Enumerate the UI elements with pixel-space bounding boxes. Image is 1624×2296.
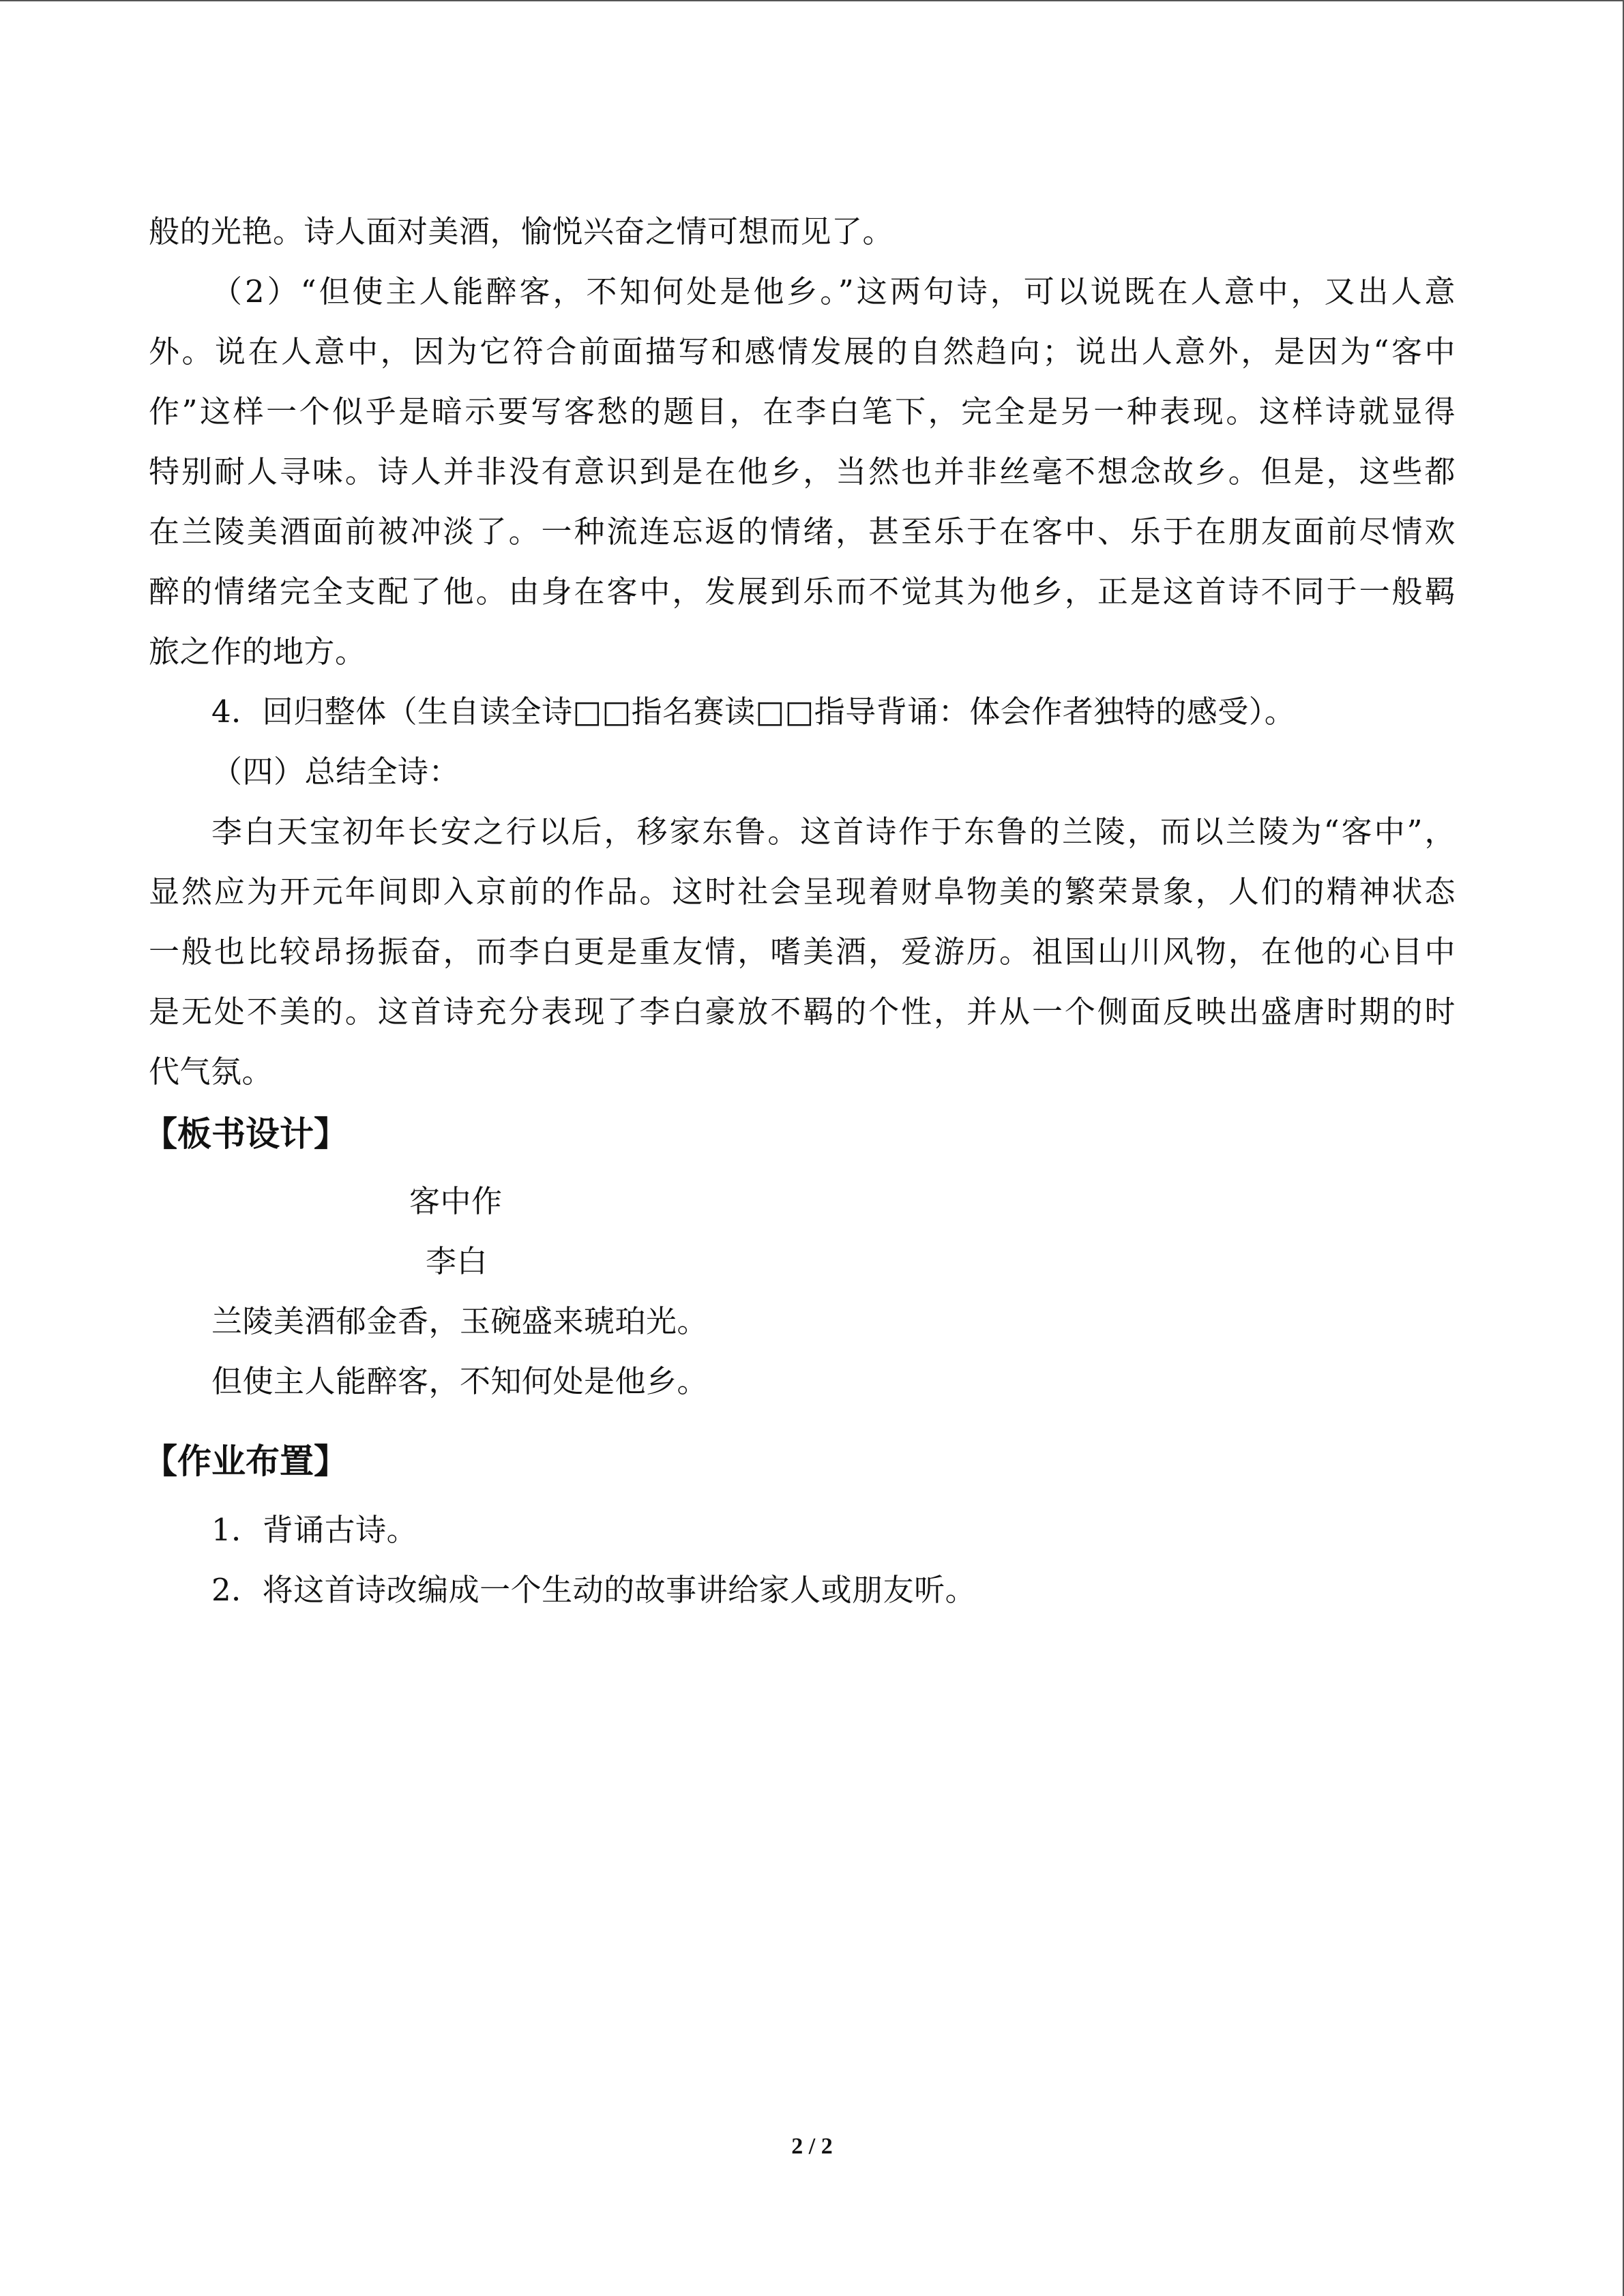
homework-item: 1．背诵古诗。: [211, 1512, 418, 1548]
homework-heading: 【作业布置】: [143, 1442, 348, 1481]
paragraph-line: 显然应为开元年间即入京前的作品。这时社会呈现着财阜物美的繁荣景象，人们的精神状态: [149, 874, 1456, 910]
paragraph-line: 旅之作的地方。: [149, 633, 366, 670]
poem-title: 客中作: [409, 1183, 503, 1219]
paragraph-line: 是无处不美的。这首诗充分表现了李白豪放不羁的个性，并从一个侧面反映出盛唐时期的时: [149, 994, 1456, 1030]
paragraph-line: 醉的情绪完全支配了他。由身在客中，发展到乐而不觉其为他乡，正是这首诗不同于一般羁: [149, 573, 1456, 610]
poem-author: 李白: [426, 1243, 488, 1279]
paragraph-line: （2）“但使主人能醉客，不知何处是他乡。”这两句诗，可以说既在人意中，又出人意: [211, 273, 1456, 310]
poem-verse: 兰陵美酒郁金香，玉碗盛来琥珀光。: [211, 1303, 709, 1339]
paragraph-line: 般的光艳。诗人面对美酒，愉悦兴奋之情可想而见了。: [149, 213, 894, 250]
paragraph-line: 代气氛。: [149, 1054, 274, 1090]
homework-item: 2．将这首诗改编成一个生动的故事讲给家人或朋友听。: [211, 1572, 977, 1608]
board-design-heading: 【板书设计】: [143, 1114, 348, 1154]
poem-verse: 但使主人能醉客，不知何处是他乡。: [211, 1363, 709, 1399]
paragraph-line: 一般也比较昂扬振奋，而李白更是重友情，嗜美酒，爱游历。祖国山川风物，在他的心目中: [149, 934, 1456, 970]
page-number: 2 / 2: [791, 2134, 833, 2159]
section-subheading: （四）总结全诗：: [211, 754, 460, 790]
paragraph-line: 4．回归整体（生自读全诗□□指名赛读□□指导背诵：体会作者独特的感受）。: [211, 694, 1296, 730]
paragraph-line: 作”这样一个似乎是暗示要写客愁的题目，在李白笔下，完全是另一种表现。这样诗就显得: [149, 393, 1456, 430]
paragraph-line: 特别耐人寻味。诗人并非没有意识到是在他乡，当然也并非丝毫不想念故乡。但是，这些都: [149, 453, 1456, 490]
paragraph-line: 外。说在人意中，因为它符合前面描写和感情发展的自然趋向；说出人意外，是因为“客中: [149, 333, 1456, 370]
paragraph-line: 在兰陵美酒面前被冲淡了。一种流连忘返的情绪，甚至乐于在客中、乐于在朋友面前尽情欢: [149, 513, 1456, 550]
paragraph-line: 李白天宝初年长安之行以后，移家东鲁。这首诗作于东鲁的兰陵，而以兰陵为“客中”，: [211, 814, 1456, 850]
